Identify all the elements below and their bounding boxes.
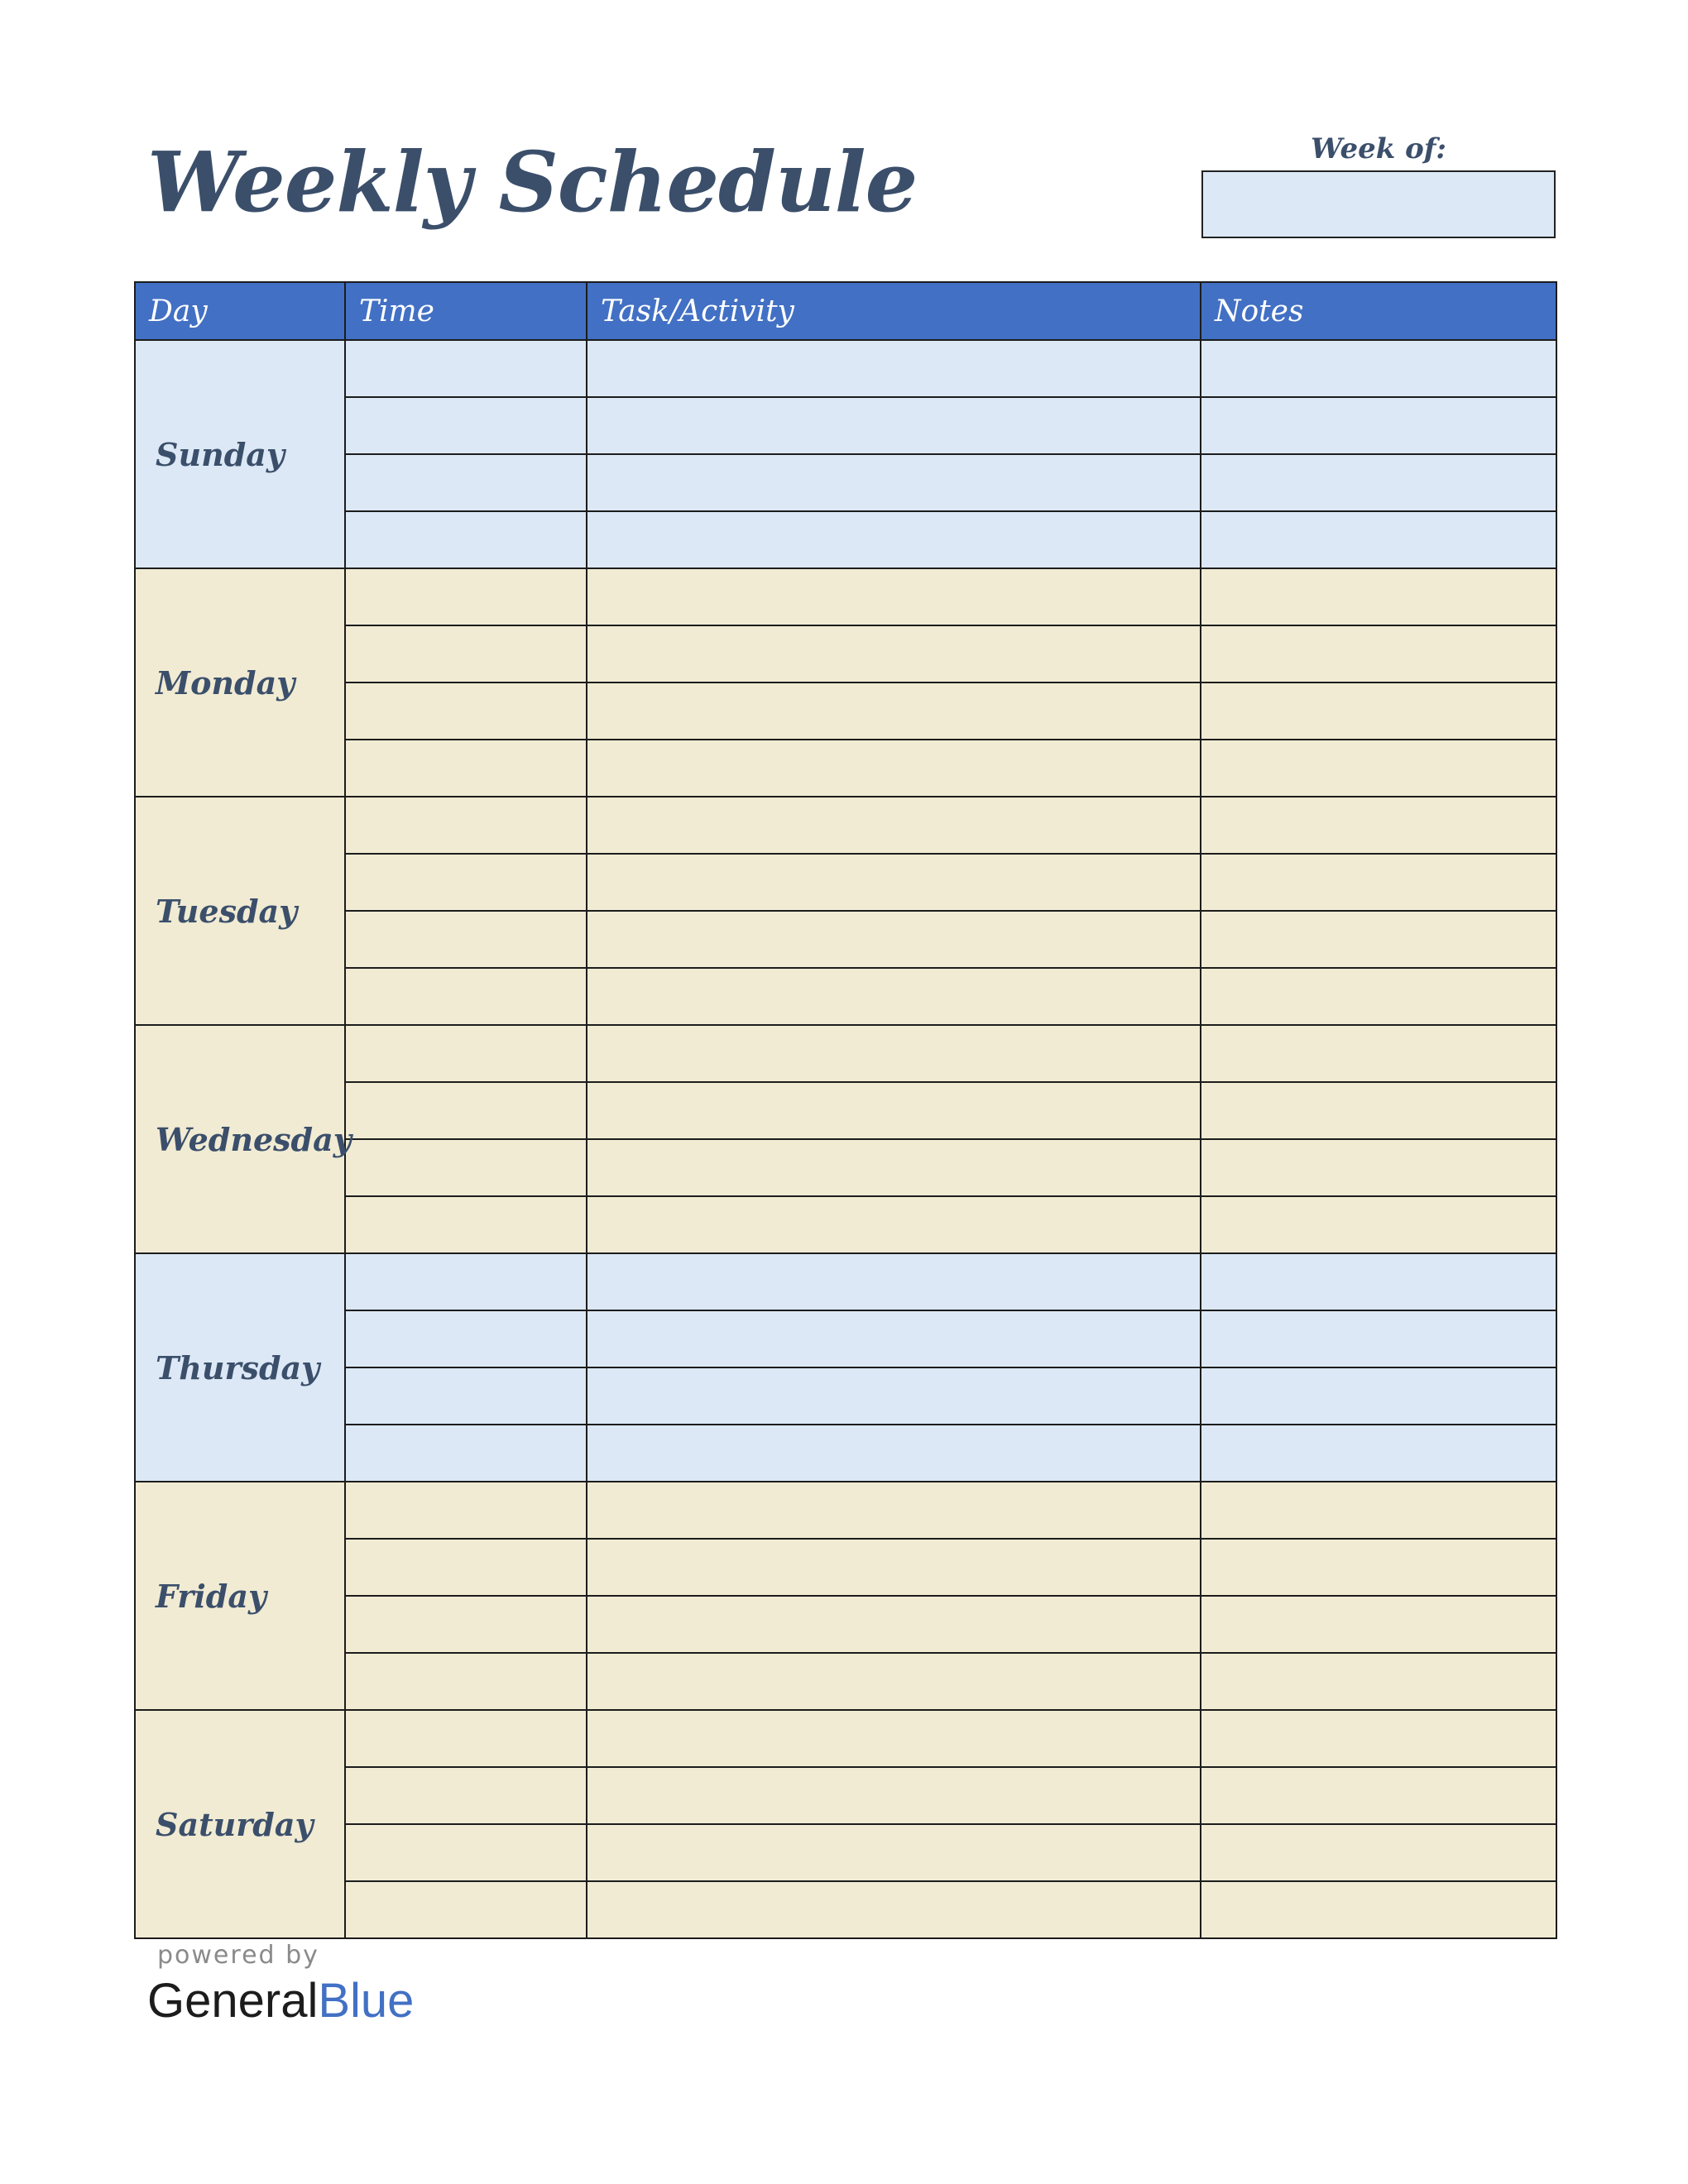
notes-cell[interactable] bbox=[1201, 1767, 1556, 1824]
notes-cell[interactable] bbox=[1201, 1653, 1556, 1710]
table-row bbox=[135, 1253, 1556, 1310]
notes-cell[interactable] bbox=[1201, 1310, 1556, 1367]
task-cell[interactable] bbox=[587, 1539, 1201, 1596]
notes-cell[interactable] bbox=[1201, 1425, 1556, 1482]
table-row bbox=[135, 1482, 1556, 1539]
notes-cell[interactable] bbox=[1201, 1367, 1556, 1425]
notes-cell[interactable] bbox=[1201, 1482, 1556, 1539]
task-cell[interactable] bbox=[587, 454, 1201, 511]
table-row bbox=[135, 1025, 1556, 1082]
notes-cell[interactable] bbox=[1201, 1824, 1556, 1881]
notes-cell[interactable] bbox=[1201, 511, 1556, 568]
task-cell[interactable] bbox=[587, 968, 1201, 1025]
table-row bbox=[135, 682, 1556, 740]
time-cell[interactable] bbox=[345, 1367, 587, 1425]
notes-cell[interactable] bbox=[1201, 1082, 1556, 1139]
table-row bbox=[135, 1767, 1556, 1824]
task-cell[interactable] bbox=[587, 1482, 1201, 1539]
table-row bbox=[135, 454, 1556, 511]
task-cell[interactable] bbox=[587, 397, 1201, 454]
day-label: Tuesday bbox=[135, 797, 345, 1025]
table-row bbox=[135, 1653, 1556, 1710]
notes-cell[interactable] bbox=[1201, 1710, 1556, 1767]
notes-cell[interactable] bbox=[1201, 340, 1556, 397]
time-cell[interactable] bbox=[345, 911, 587, 968]
task-cell[interactable] bbox=[587, 1310, 1201, 1367]
table-row bbox=[135, 1881, 1556, 1938]
day-label: Wednesday bbox=[135, 1025, 345, 1253]
notes-cell[interactable] bbox=[1201, 454, 1556, 511]
time-cell[interactable] bbox=[345, 511, 587, 568]
task-cell[interactable] bbox=[587, 1082, 1201, 1139]
time-cell[interactable] bbox=[345, 568, 587, 625]
task-cell[interactable] bbox=[587, 1881, 1201, 1938]
brand-logo bbox=[147, 1972, 414, 2030]
time-cell[interactable] bbox=[345, 1824, 587, 1881]
powered-by-label: powered by bbox=[157, 1941, 319, 1970]
table-row bbox=[135, 568, 1556, 625]
table-row bbox=[135, 1310, 1556, 1367]
task-cell[interactable] bbox=[587, 1025, 1201, 1082]
task-cell[interactable] bbox=[587, 625, 1201, 682]
task-cell[interactable] bbox=[587, 1139, 1201, 1196]
notes-cell[interactable] bbox=[1201, 1025, 1556, 1082]
task-cell[interactable] bbox=[587, 1596, 1201, 1653]
task-cell[interactable] bbox=[587, 1710, 1201, 1767]
notes-cell[interactable] bbox=[1201, 1881, 1556, 1938]
notes-cell[interactable] bbox=[1201, 568, 1556, 625]
column-header-time: Time bbox=[345, 282, 587, 340]
time-cell[interactable] bbox=[345, 1310, 587, 1367]
page-title: Weekly Schedule bbox=[147, 133, 918, 231]
table-row bbox=[135, 911, 1556, 968]
week-of-field[interactable] bbox=[1201, 170, 1556, 238]
task-cell[interactable] bbox=[587, 1196, 1201, 1253]
notes-cell[interactable] bbox=[1201, 1139, 1556, 1196]
task-cell[interactable] bbox=[587, 740, 1201, 797]
notes-cell[interactable] bbox=[1201, 625, 1556, 682]
week-of-label: Week of: bbox=[1311, 132, 1446, 165]
day-label: Saturday bbox=[135, 1710, 345, 1938]
task-cell[interactable] bbox=[587, 340, 1201, 397]
task-cell[interactable] bbox=[587, 1367, 1201, 1425]
notes-cell[interactable] bbox=[1201, 797, 1556, 854]
time-cell[interactable] bbox=[345, 1082, 587, 1139]
notes-cell[interactable] bbox=[1201, 740, 1556, 797]
task-cell[interactable] bbox=[587, 1425, 1201, 1482]
notes-cell[interactable] bbox=[1201, 682, 1556, 740]
day-label: Thursday bbox=[135, 1253, 345, 1482]
table-row bbox=[135, 511, 1556, 568]
time-cell[interactable] bbox=[345, 1025, 587, 1082]
time-cell[interactable] bbox=[345, 1881, 587, 1938]
time-cell[interactable] bbox=[345, 740, 587, 797]
table-row bbox=[135, 1425, 1556, 1482]
brand-general: General bbox=[147, 1974, 319, 2028]
time-cell[interactable] bbox=[345, 397, 587, 454]
table-row bbox=[135, 797, 1556, 854]
header-row bbox=[135, 282, 1556, 340]
notes-cell[interactable] bbox=[1201, 397, 1556, 454]
column-header-notes: Notes bbox=[1201, 282, 1556, 340]
table-row bbox=[135, 1710, 1556, 1767]
notes-cell[interactable] bbox=[1201, 854, 1556, 911]
table-row bbox=[135, 625, 1556, 682]
time-cell[interactable] bbox=[345, 454, 587, 511]
task-cell[interactable] bbox=[587, 797, 1201, 854]
task-cell[interactable] bbox=[587, 568, 1201, 625]
table-row bbox=[135, 1596, 1556, 1653]
table-row bbox=[135, 1196, 1556, 1253]
table-row bbox=[135, 854, 1556, 911]
notes-cell[interactable] bbox=[1201, 1539, 1556, 1596]
task-cell[interactable] bbox=[587, 1824, 1201, 1881]
task-cell[interactable] bbox=[587, 854, 1201, 911]
table-row bbox=[135, 740, 1556, 797]
column-header-day: Day bbox=[135, 282, 345, 340]
notes-cell[interactable] bbox=[1201, 911, 1556, 968]
table-row bbox=[135, 968, 1556, 1025]
time-cell[interactable] bbox=[345, 1653, 587, 1710]
notes-cell[interactable] bbox=[1201, 968, 1556, 1025]
time-cell[interactable] bbox=[345, 682, 587, 740]
task-cell[interactable] bbox=[587, 511, 1201, 568]
time-cell[interactable] bbox=[345, 854, 587, 911]
time-cell[interactable] bbox=[345, 1425, 587, 1482]
brand-blue: Blue bbox=[318, 1974, 415, 2028]
day-label: Friday bbox=[135, 1482, 345, 1710]
time-cell[interactable] bbox=[345, 1196, 587, 1253]
day-label: Sunday bbox=[135, 340, 345, 568]
time-cell[interactable] bbox=[345, 968, 587, 1025]
table-row bbox=[135, 1539, 1556, 1596]
task-cell[interactable] bbox=[587, 911, 1201, 968]
schedule-table bbox=[134, 281, 1557, 1939]
time-cell[interactable] bbox=[345, 340, 587, 397]
time-cell[interactable] bbox=[345, 1710, 587, 1767]
column-header-task: Task/Activity bbox=[587, 282, 1201, 340]
table-row bbox=[135, 340, 1556, 397]
day-label: Monday bbox=[135, 568, 345, 797]
time-cell[interactable] bbox=[345, 1253, 587, 1310]
table-row bbox=[135, 397, 1556, 454]
schedule-body bbox=[135, 340, 1556, 1938]
task-cell[interactable] bbox=[587, 682, 1201, 740]
time-cell[interactable] bbox=[345, 797, 587, 854]
time-cell[interactable] bbox=[345, 1596, 587, 1653]
task-cell[interactable] bbox=[587, 1767, 1201, 1824]
time-cell[interactable] bbox=[345, 1139, 587, 1196]
task-cell[interactable] bbox=[587, 1653, 1201, 1710]
notes-cell[interactable] bbox=[1201, 1596, 1556, 1653]
time-cell[interactable] bbox=[345, 1482, 587, 1539]
time-cell[interactable] bbox=[345, 1767, 587, 1824]
table-row bbox=[135, 1824, 1556, 1881]
time-cell[interactable] bbox=[345, 1539, 587, 1596]
notes-cell[interactable] bbox=[1201, 1196, 1556, 1253]
table-row bbox=[135, 1367, 1556, 1425]
task-cell[interactable] bbox=[587, 1253, 1201, 1310]
time-cell[interactable] bbox=[345, 625, 587, 682]
notes-cell[interactable] bbox=[1201, 1253, 1556, 1310]
